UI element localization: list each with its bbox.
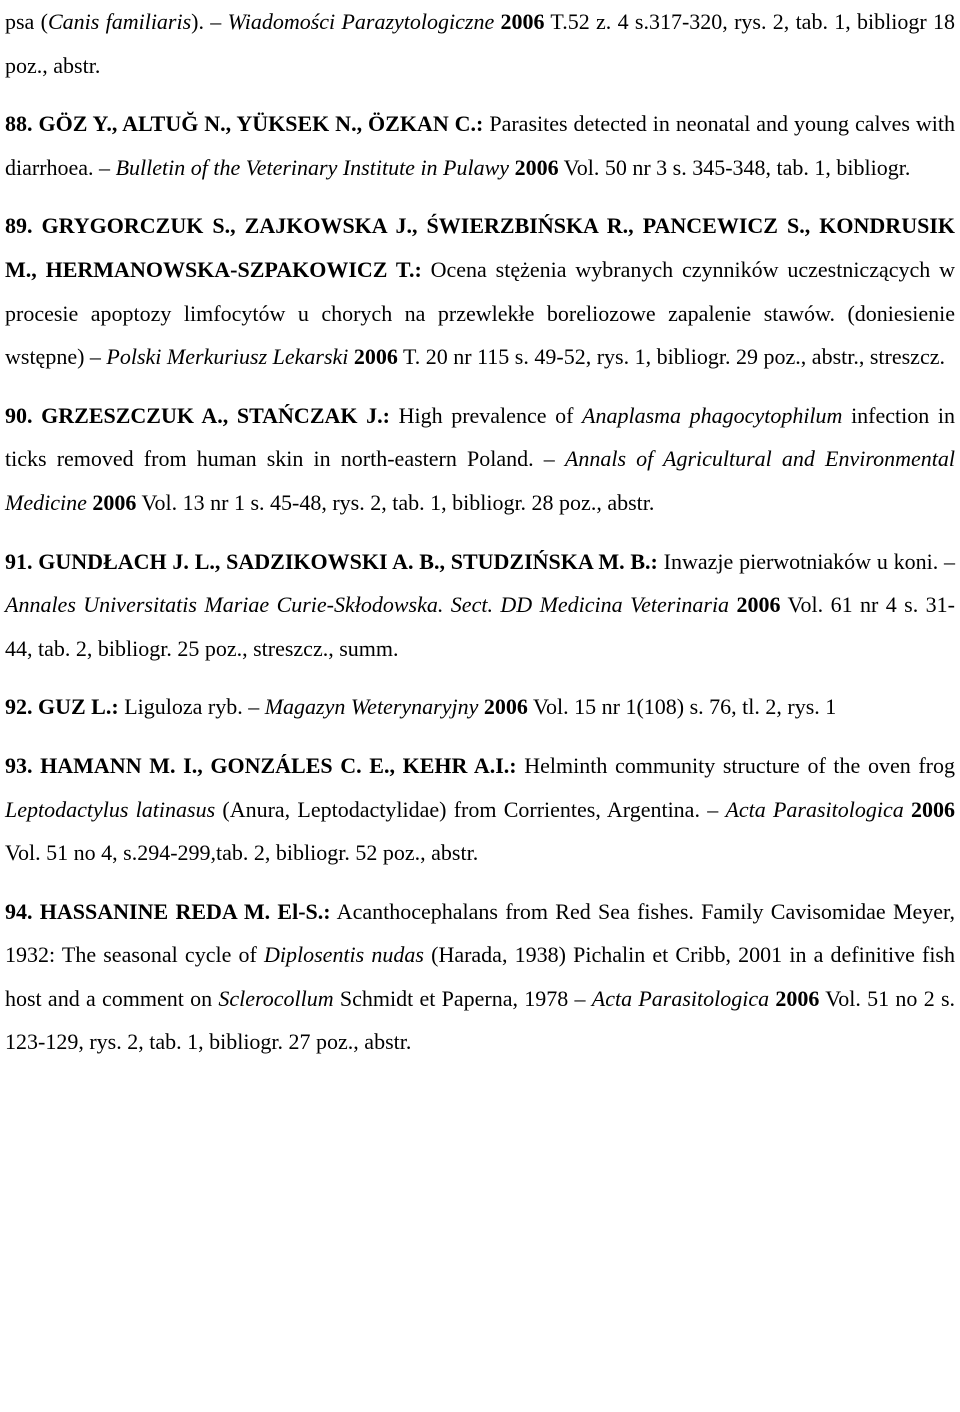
entry-year: 2006 xyxy=(736,592,781,618)
entry-number: 89. xyxy=(5,213,33,239)
entry-authors: GRZESZCZUK A., STAŃCZAK J.: xyxy=(41,402,390,428)
entry-number: 94. xyxy=(5,898,33,924)
journal-name: Acta Parasitologica xyxy=(591,985,770,1011)
bibliography-entry-92 xyxy=(5,685,955,729)
entry-title: ). – xyxy=(191,9,228,34)
entry-title: (Harada, 1938) Pichalin et Cribb, 2001 in a definitive fish host and a comment on xyxy=(5,942,955,1011)
entry-details: Vol. 13 nr 1 s. 45-48, rys. 2, tab. 1, bibliogr. 28 poz., abstr. xyxy=(136,489,655,515)
entry-number: 91. xyxy=(5,548,33,574)
entry-title: Acanthocephalans from Red Sea fishes. Family Cavisomidae Meyer, 1932: The seasonal cycle of xyxy=(5,898,956,968)
entry-authors: GRYGORCZUK S., ZAJKOWSKA J., ŚWIERZBIŃSKA R., PANCEWICZ S., KONDRUSIK M., HERMANOWSKA-SZPAKOWICZ T.: xyxy=(5,213,955,282)
bibliography-entry-91 xyxy=(5,540,955,671)
entry-authors: HASSANINE REDA M. El-S.: xyxy=(39,898,331,924)
entry-year: 2006 xyxy=(911,796,956,822)
entry-title: Liguloza ryb. – xyxy=(118,694,265,720)
species-name: Canis familiaris xyxy=(47,9,192,34)
entry-number: 92. xyxy=(5,694,33,720)
entry-title: Helminth community structure of the oven frog xyxy=(516,752,956,778)
journal-name: Wiadomości Parazytologiczne xyxy=(227,9,495,34)
entry-details: Vol. 15 nr 1(108) s. 76, tl. 2, rys. 1 xyxy=(527,694,837,720)
entry-number: 90. xyxy=(5,402,33,428)
journal-name: Magazyn Weterynaryjny xyxy=(264,694,479,720)
journal-name: Polski Merkuriusz Lekarski xyxy=(106,344,349,370)
entry-year: 2006 xyxy=(92,489,137,515)
species-name: Leptodactylus latinasus xyxy=(5,796,216,822)
bibliography-entry-88 xyxy=(5,102,955,189)
bibliography-page xyxy=(5,0,955,1064)
entry-details: Vol. 50 nr 3 s. 345-348, tab. 1, bibliogr. xyxy=(558,154,911,180)
entry-year: 2006 xyxy=(500,9,545,34)
entry-title: Parasites detected in neonatal and young calves with diarrhoea. – xyxy=(5,111,956,180)
entry-details: T.52 z. 4 s.317-320, rys. 2, tab. 1, bibliogr 18 poz., abstr. xyxy=(5,9,956,78)
entry-details: T. 20 nr 115 s. 49-52, rys. 1, bibliogr. 29 poz., abstr., streszcz. xyxy=(397,344,945,370)
bibliography-entry-89 xyxy=(5,204,955,378)
bibliography-entry-94 xyxy=(5,890,955,1064)
entry-year: 2006 xyxy=(514,154,559,180)
entry-title: Ocena stężenia wybranych czynników uczestniczących w procesie apoptozy limfocytów u chorych na przewlekłe boreliozowe zapalenie stawów. (doniesienie wstępne) – xyxy=(5,256,955,370)
bibliography-entry-90 xyxy=(5,394,955,525)
entry-authors: GÖZ Y., ALTUĞ N., YÜKSEK N., ÖZKAN C.: xyxy=(38,111,484,137)
journal-name: Bulletin of the Veterinary Institute in Pulawy xyxy=(115,154,510,180)
entry-authors: HAMANN M. I., GONZÁLES C. E., KEHR A.I.: xyxy=(40,752,517,778)
entry-number: 93. xyxy=(5,752,33,778)
bibliography-entry-continuation xyxy=(5,0,955,87)
species-name: Diplosentis nudas xyxy=(264,942,424,968)
journal-name: Annals of Agricultural and Environmental Medicine xyxy=(5,446,955,515)
entry-number: 88. xyxy=(5,111,33,137)
entry-details: Vol. 51 no 2 s. 123-129, rys. 2, tab. 1, bibliogr. 27 poz., abstr. xyxy=(5,985,956,1055)
entry-year: 2006 xyxy=(353,344,398,370)
journal-name: Acta Parasitologica xyxy=(725,796,904,822)
journal-name: Annales Universitatis Mariae Curie-Skłodowska. Sect. DD Medicina Veterinaria xyxy=(5,592,730,618)
entry-year: 2006 xyxy=(483,694,528,720)
genus-name: Sclerocollum xyxy=(218,985,334,1011)
entry-year: 2006 xyxy=(775,985,820,1011)
entry-authors: GUZ L.: xyxy=(38,694,119,720)
entry-title: Inwazje pierwotniaków u koni. – xyxy=(657,548,956,574)
species-name: Anaplasma phagocytophilum xyxy=(582,402,843,428)
entry-title: Schmidt et Paperna, 1978 – xyxy=(333,985,592,1011)
entry-details: Vol. 61 nr 4 s. 31-44, tab. 2, bibliogr. 25 poz., streszcz., summ. xyxy=(5,592,955,661)
entry-title: psa ( xyxy=(5,9,48,34)
entry-authors: GUNDŁACH J. L., SADZIKOWSKI A. B., STUDZIŃSKA M. B.: xyxy=(38,548,658,574)
entry-title: (Anura, Leptodactylidae) from Corrientes, Argentina. – xyxy=(215,796,726,822)
entry-details: Vol. 51 no 4, s.294-299,tab. 2, bibliogr. 52 poz., abstr. xyxy=(5,840,479,866)
bibliography-entry-93 xyxy=(5,744,955,875)
entry-title: High prevalence of xyxy=(389,402,583,428)
entry-title: infection in ticks removed from human skin in north-eastern Poland. – xyxy=(5,402,955,472)
